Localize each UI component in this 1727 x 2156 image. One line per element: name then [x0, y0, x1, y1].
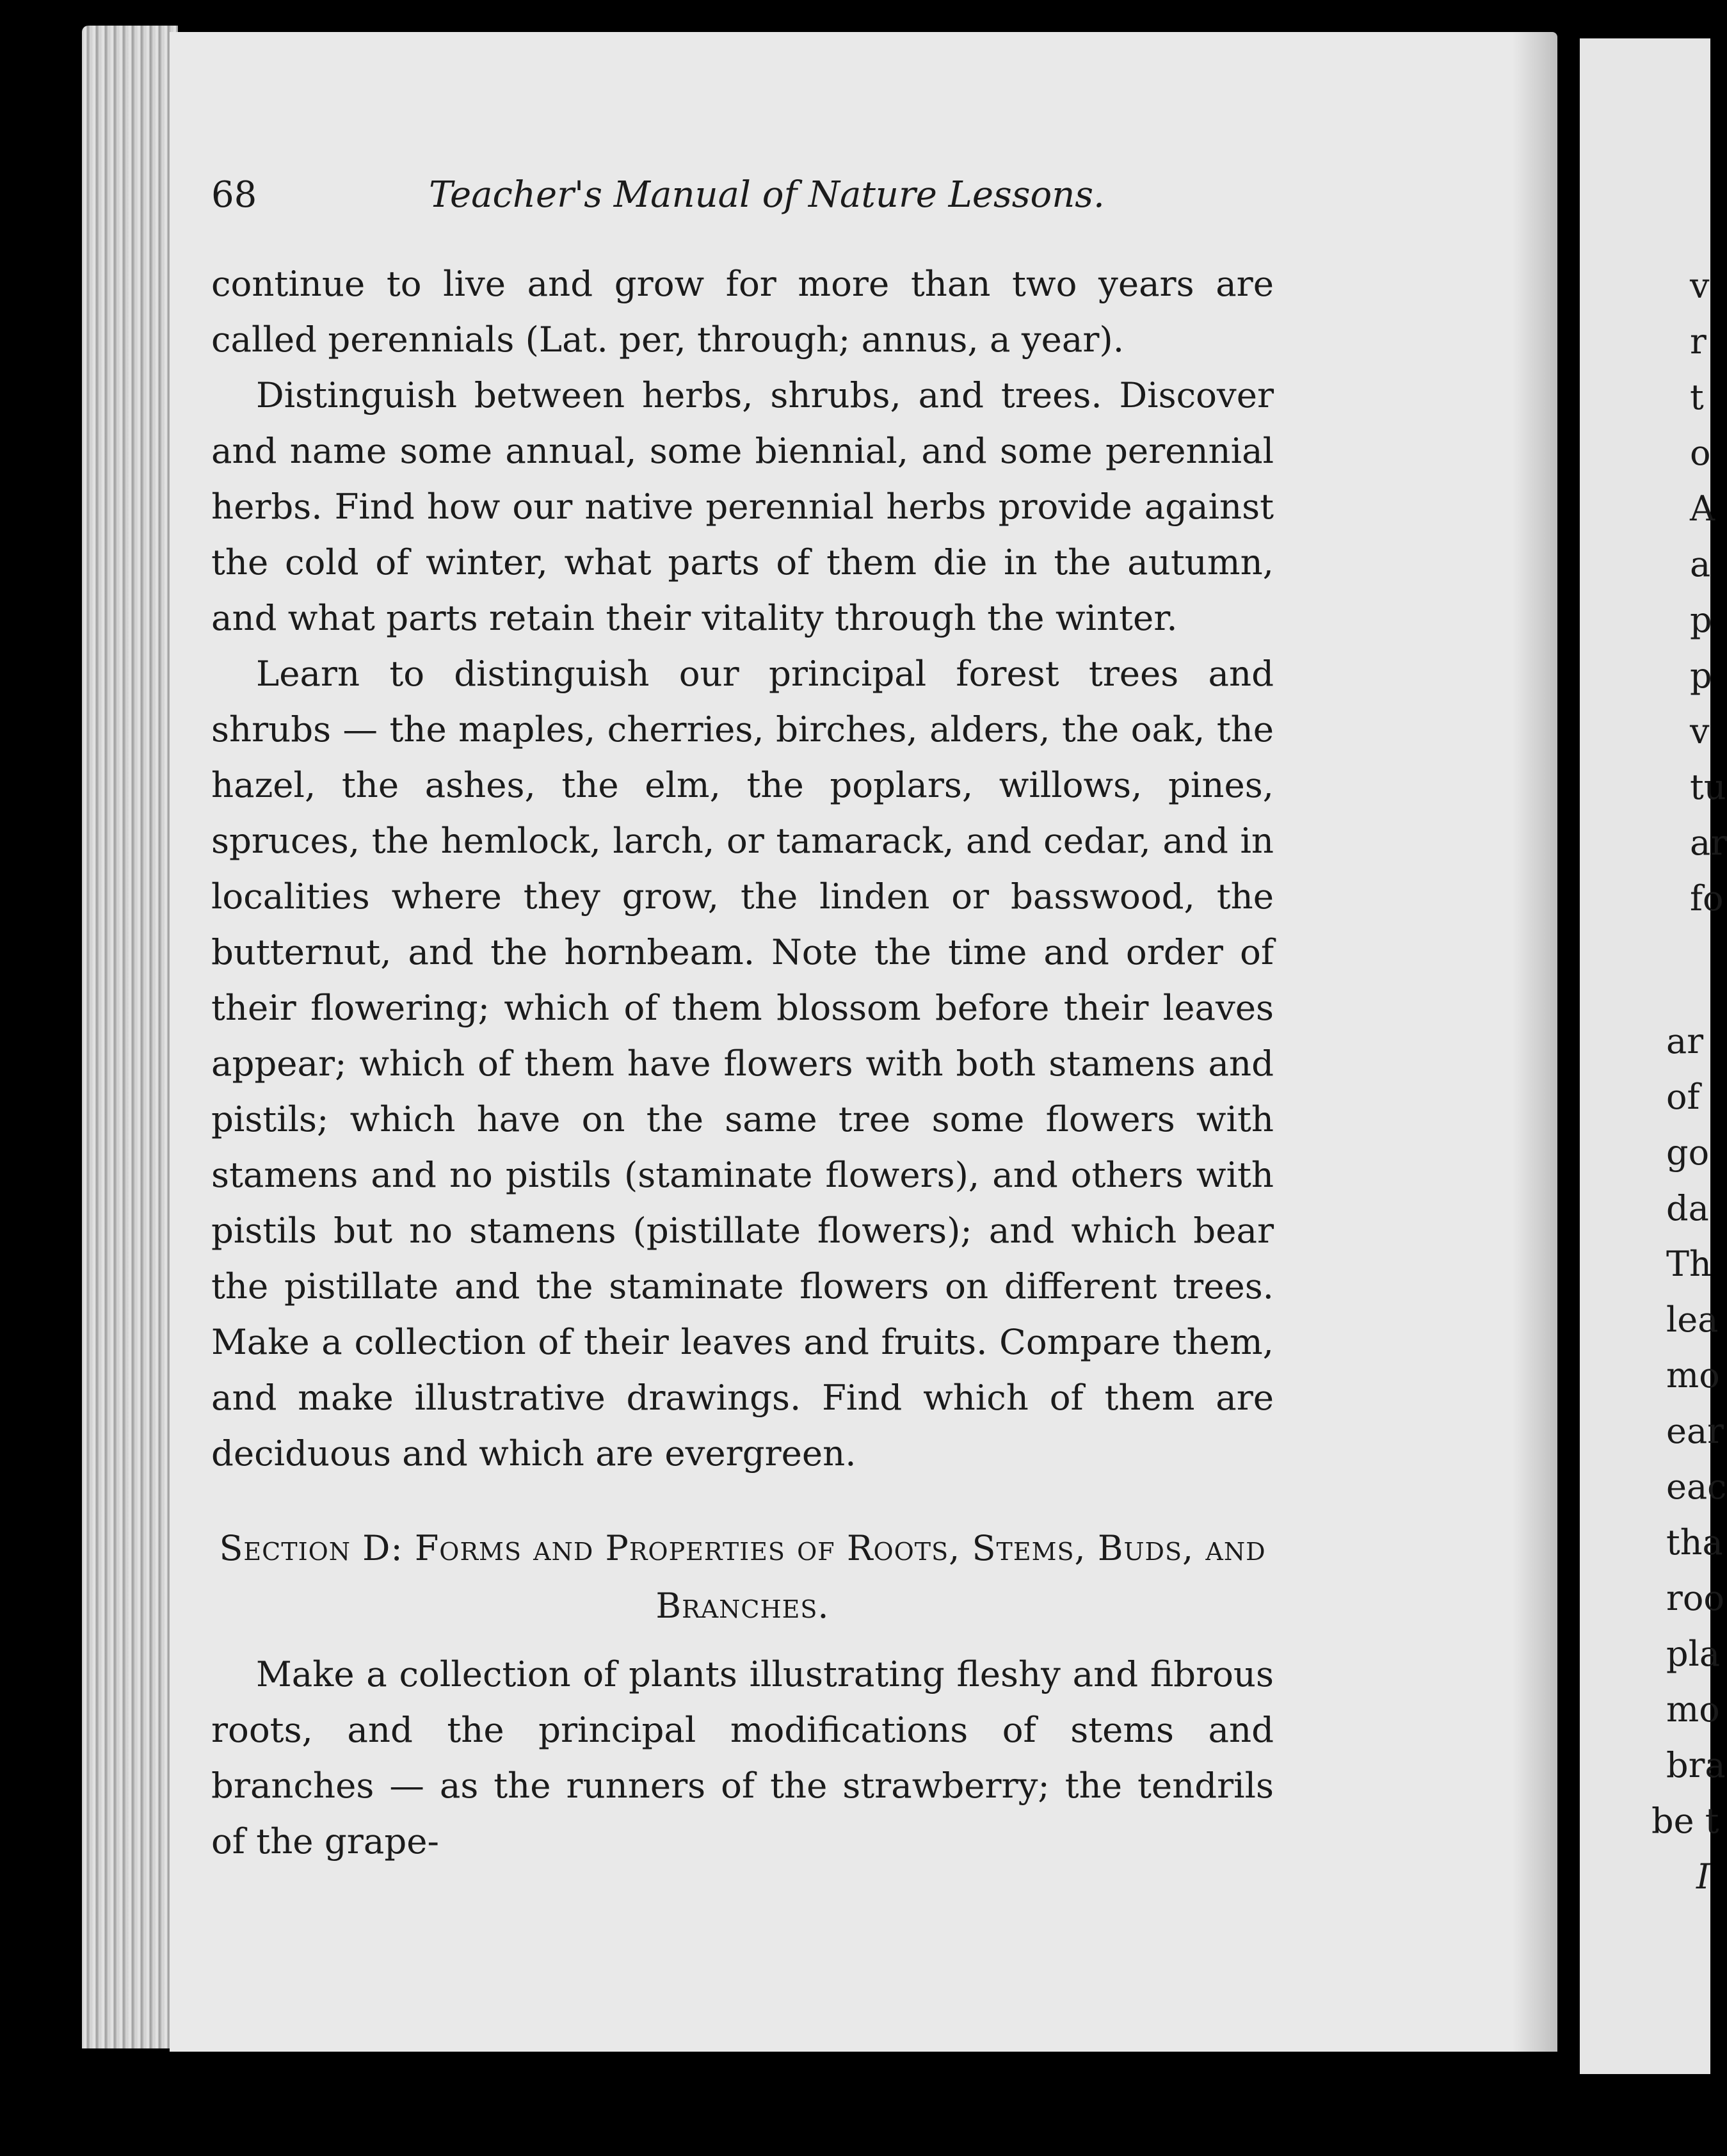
next-page-fragment: tu [1690, 767, 1726, 807]
next-page-fragment: go [1666, 1132, 1710, 1173]
next-page-fragment: fo [1690, 878, 1724, 919]
next-page-fragment: be t [1651, 1801, 1719, 1841]
page-body [211, 256, 1274, 1869]
next-page-fragment: bra [1666, 1745, 1726, 1785]
next-page-fragment: p [1690, 600, 1712, 640]
paragraph-1: continue to live and grow for more than two years are called perennials (Lat. per, through; annus, a year). [211, 263, 1274, 360]
next-page-fragment: ar [1666, 1021, 1704, 1061]
next-page-fragment: pla [1666, 1634, 1721, 1674]
paragraph-3: Learn to distinguish our principal forest trees and shrubs — the maples, cherries, birches, alders, the oak, the hazel, the ashes, the elm, the poplars, willows, pines, spruces, the hemlock, larch, or tamarack, and cedar, and in localities where they grow, the linden or basswood, the butternut, and the hornbeam. Note the time and order of their flowering; which of them blossom before their leaves appear; which of them have flowers with both stamens and pistils; which have on the same tree some flowers with stamens and no pistils (staminate flowers), and others with pistils but no stamens (pistillate flowers); and which bear the pistillate and the staminate flowers on different trees. Make a collection of their leaves and fruits. Compare them, and make illustrative drawings. Find which of them are deciduous and which are evergreen. [211, 653, 1274, 1474]
next-page-fragment: tha [1666, 1522, 1723, 1563]
next-page-fragment: I [1696, 1856, 1710, 1897]
page-edges [82, 26, 178, 2048]
next-page-fragment: of [1666, 1077, 1700, 1117]
next-page-fragment: p [1690, 656, 1712, 696]
next-page-fragment: mo [1666, 1689, 1720, 1730]
next-page-fragment: da [1666, 1188, 1709, 1228]
next-page-fragment: Th [1666, 1244, 1712, 1284]
next-page-fragment: roo [1666, 1578, 1724, 1618]
page-number: 68 [211, 174, 257, 216]
next-page-fragment: t [1690, 377, 1704, 417]
next-page-fragment: o [1690, 433, 1711, 473]
next-page-fragment: ear [1666, 1411, 1724, 1451]
next-page-fragment: v [1690, 711, 1710, 752]
next-page-fragment: eac [1666, 1467, 1727, 1507]
next-page-fragment: a [1690, 544, 1711, 584]
paragraph-4: Make a collection of plants illustrating fleshy and fibrous roots, and the principal modifications of stems and branches — as the runners of the strawberry; the tendrils of the grape- [211, 1653, 1274, 1862]
gutter-shadow [1513, 32, 1557, 2052]
next-page-fragment: A [1690, 488, 1715, 529]
section-heading: Section D: Forms and Properties of Roots, Stems, Buds, and Branches. [219, 1528, 1266, 1626]
running-title: Teacher's Manual of Nature Lessons. [429, 174, 1105, 216]
next-page-fragment: v [1690, 266, 1710, 306]
paragraph-2: Distinguish between herbs, shrubs, and trees. Discover and name some annual, some biennial, and some perennial herbs. Find how our native perennial herbs provide against the cold of winter, what parts of them die in the autumn, and what parts retain their vitality through the winter. [211, 374, 1274, 638]
next-page-fragment: lea [1666, 1299, 1719, 1340]
next-page-fragment: ar [1690, 823, 1727, 863]
next-page-fragment: r [1690, 321, 1707, 362]
next-page-edge [1580, 38, 1727, 2074]
running-head [211, 174, 1235, 232]
next-page-fragment: mo [1666, 1355, 1720, 1396]
